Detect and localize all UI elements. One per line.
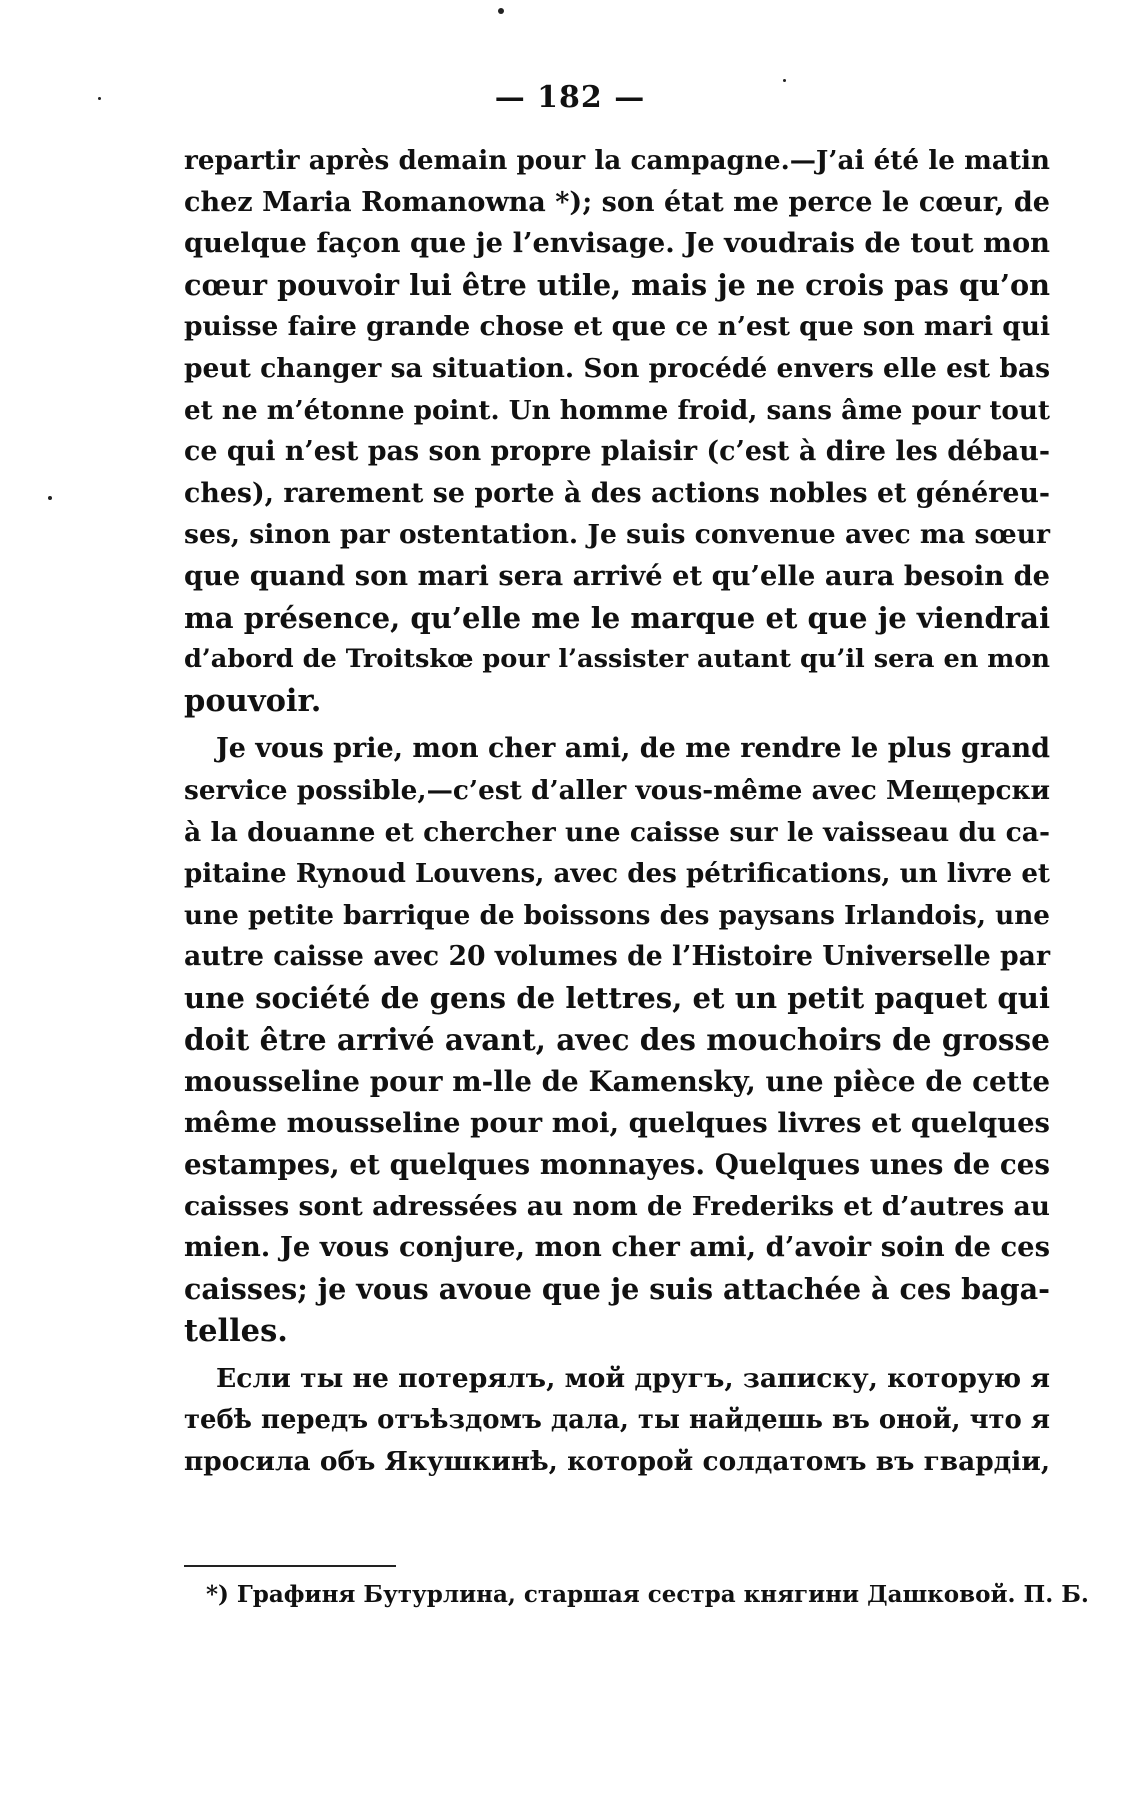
- text-line: même mousseline pour moi, quelques livres et quelques: [184, 1106, 1050, 1139]
- text-line: quelque façon que je l’envisage. Je voudrais de tout mon: [184, 227, 1050, 260]
- text-line: d’abord de Troitskœ pour l’assister autant qu’il sera en mon: [184, 644, 1050, 675]
- text-line: service possible,—c’est d’aller vous-même avec Мещерски: [184, 774, 1050, 806]
- text-line: à la douanne et chercher une caisse sur le vaisseau du ca-: [184, 816, 1050, 848]
- text-line: repartir après demain pour la campagne.—J’ai été le matin: [184, 145, 1050, 176]
- text-line: et ne m’étonne point. Un homme froid, sans âme pour tout: [184, 394, 1050, 426]
- scan-speck: [48, 496, 52, 500]
- page-number: — 182 —: [494, 80, 646, 115]
- text-line: cœur pouvoir lui être utile, mais je ne crois pas qu’on: [184, 267, 1050, 302]
- footnote-divider: [184, 1565, 396, 1567]
- text-line: ma présence, qu’elle me le marque et que je viendrai: [184, 600, 1050, 635]
- text-line: estampes, et quelques monnayes. Quelques unes de ces: [184, 1148, 1050, 1182]
- text-line: autre caisse avec 20 volumes de l’Histoire Universelle par: [184, 941, 1050, 973]
- text-line: тебѣ передъ отъѣздомъ дала, ты найдешь въ оной, что я: [184, 1404, 1050, 1435]
- text-line: une petite barrique de boissons des paysans Irlandois, une: [184, 899, 1050, 931]
- footnote: *) Графиня Бутурлина, старшая сестра княгини Дашковой. П. Б.: [206, 1581, 1089, 1608]
- text-line: ses, sinon par ostentation. Je suis convenue avec ma sœur: [184, 519, 1050, 551]
- text-line: peut changer sa situation. Son procédé envers elle est bas: [184, 352, 1050, 384]
- text-line: une société de gens de lettres, et un petit paquet qui: [184, 980, 1050, 1015]
- text-line: Если ты не потерялъ, мой другъ, записку, которую я: [216, 1363, 1050, 1395]
- paragraph-3: [184, 1358, 1050, 1483]
- text-line: Je vous prie, mon cher ami, de me rendre le plus grand: [216, 733, 1050, 765]
- text-line: telles.: [184, 1312, 288, 1349]
- text-line: pitaine Rynoud Louvens, avec des pétrifications, un livre et: [184, 858, 1050, 890]
- text-line: caisses; je vous avoue que je suis attachée à ces baga-: [184, 1272, 1050, 1307]
- body-text: [184, 140, 1050, 1483]
- text-line: pouvoir.: [184, 682, 322, 719]
- text-line: mien. Je vous conjure, mon cher ami, d’avoir soin de ces: [184, 1231, 1050, 1264]
- text-line: ce qui n’est pas son propre plaisir (c’est à dire les débau-: [184, 436, 1050, 468]
- text-line: mousseline pour m-lle de Kamensky, une pièce de cette: [184, 1065, 1050, 1099]
- paragraph-2: [184, 728, 1050, 1352]
- scan-speck: [498, 8, 504, 14]
- text-line: puisse faire grande chose et que ce n’est que son mari qui: [184, 311, 1050, 343]
- text-line: просила объ Якушкинѣ, которой солдатомъ въ гвардіи,: [184, 1446, 1050, 1478]
- text-line: que quand son mari sera arrivé et qu’elle aura besoin de: [184, 559, 1050, 592]
- text-line: caisses sont adressées au nom de Frederiks et d’autres au: [184, 1190, 1050, 1222]
- text-line: doit être arrivé avant, avec des mouchoirs de grosse: [184, 1022, 1050, 1058]
- paragraph-1: [184, 140, 1050, 722]
- text-line: chez Maria Romanowna *); son état me perce le cœur, de: [184, 186, 1050, 218]
- text-line: ches), rarement se porte à des actions nobles et généreu-: [184, 477, 1050, 509]
